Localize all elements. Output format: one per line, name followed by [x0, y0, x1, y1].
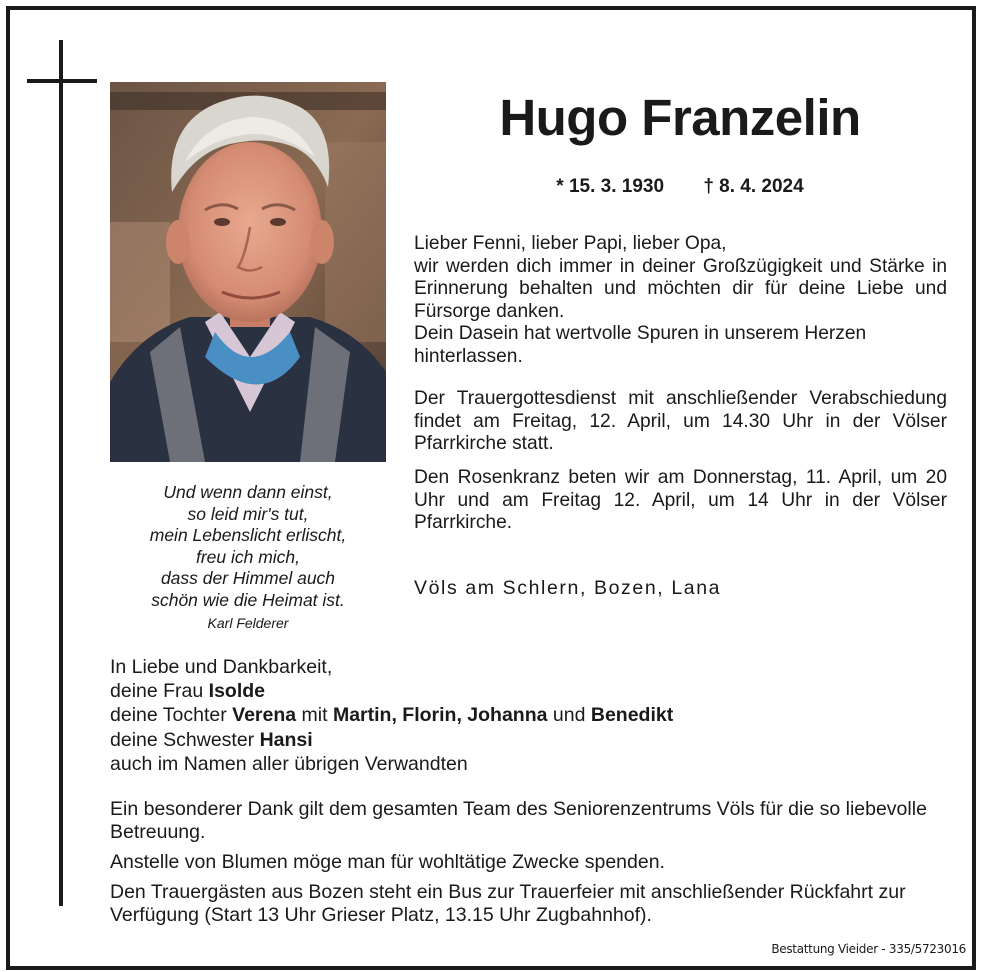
- salutation: Lieber Fenni, lieber Papi, lieber Opa,: [414, 233, 727, 254]
- poem-line: schön wie die Heimat ist.: [151, 589, 345, 610]
- thanks-note: Ein besonderer Dank gilt dem gesamten Team des Seniorenzentrums Völs für die so liebevolle Betreuung.: [110, 798, 927, 843]
- farewell-text: wir werden dich immer in deiner Großzügigkeit und Stärke in Erinnerung behalten und möchten dir für deine Liebe und Fürsorge danken.: [414, 255, 947, 322]
- life-dates: [414, 175, 946, 199]
- cross-icon: [59, 40, 63, 906]
- undertaker-credit: Bestattung Vieider - 335/5723016: [771, 942, 966, 956]
- portrait-photo: [110, 82, 386, 462]
- signature-relatives: auch im Namen aller übrigen Verwandten: [110, 752, 468, 775]
- signature-daughter: deine Tochter Verena mit Martin, Florin, Johanna und Benedikt: [110, 704, 674, 727]
- death-date: † 8. 4. 2024: [703, 176, 804, 197]
- birth-date: * 15. 3. 1930: [556, 176, 665, 197]
- mourners-signature: [110, 655, 673, 776]
- funeral-service-info: Der Trauergottesdienst mit anschließender Verabschiedung findet am Freitag, 12. April, um 14.30 Uhr in der Völser Pfarrkirche statt.: [414, 388, 947, 454]
- poem-author: Karl Felderer: [207, 615, 289, 631]
- signature-sister: deine Schwester Hansi: [110, 728, 313, 751]
- poem-line: dass der Himmel auch: [160, 568, 336, 588]
- signature-intro: In Liebe und Dankbarkeit,: [110, 656, 333, 678]
- farewell-message: [414, 233, 947, 368]
- places: Völs am Schlern, Bozen, Lana: [414, 577, 722, 599]
- poem-line: mein Lebenslicht erlischt,: [149, 525, 347, 545]
- poem-line: so leid mir's tut,: [187, 503, 309, 524]
- poem: [110, 482, 386, 634]
- poem-line: freu ich mich,: [195, 546, 301, 567]
- rosary-info: Den Rosenkranz beten wir am Donnerstag, 11. April, um 20 Uhr und am Freitag 12. April, um 14 Uhr in der Völser Pfarrkirche.: [414, 467, 947, 533]
- bus-note: Den Trauergästen aus Bozen steht ein Bus zur Trauerfeier mit anschließender Rückfahrt zur Verfügung (Start 13 Uhr Grieser Platz, 13.15 Uhr Zugbahnhof).: [110, 881, 906, 926]
- cross-icon-bar: [27, 79, 97, 83]
- signature-wife: deine Frau Isolde: [110, 680, 266, 703]
- farewell-closing: Dein Dasein hat wertvolle Spuren in unserem Herzen hinterlassen.: [414, 323, 867, 367]
- poem-line: Und wenn dann einst,: [163, 482, 333, 502]
- flowers-note: Anstelle von Blumen möge man für wohltätige Zwecke spenden.: [110, 851, 665, 873]
- deceased-name: Hugo Franzelin: [499, 89, 861, 146]
